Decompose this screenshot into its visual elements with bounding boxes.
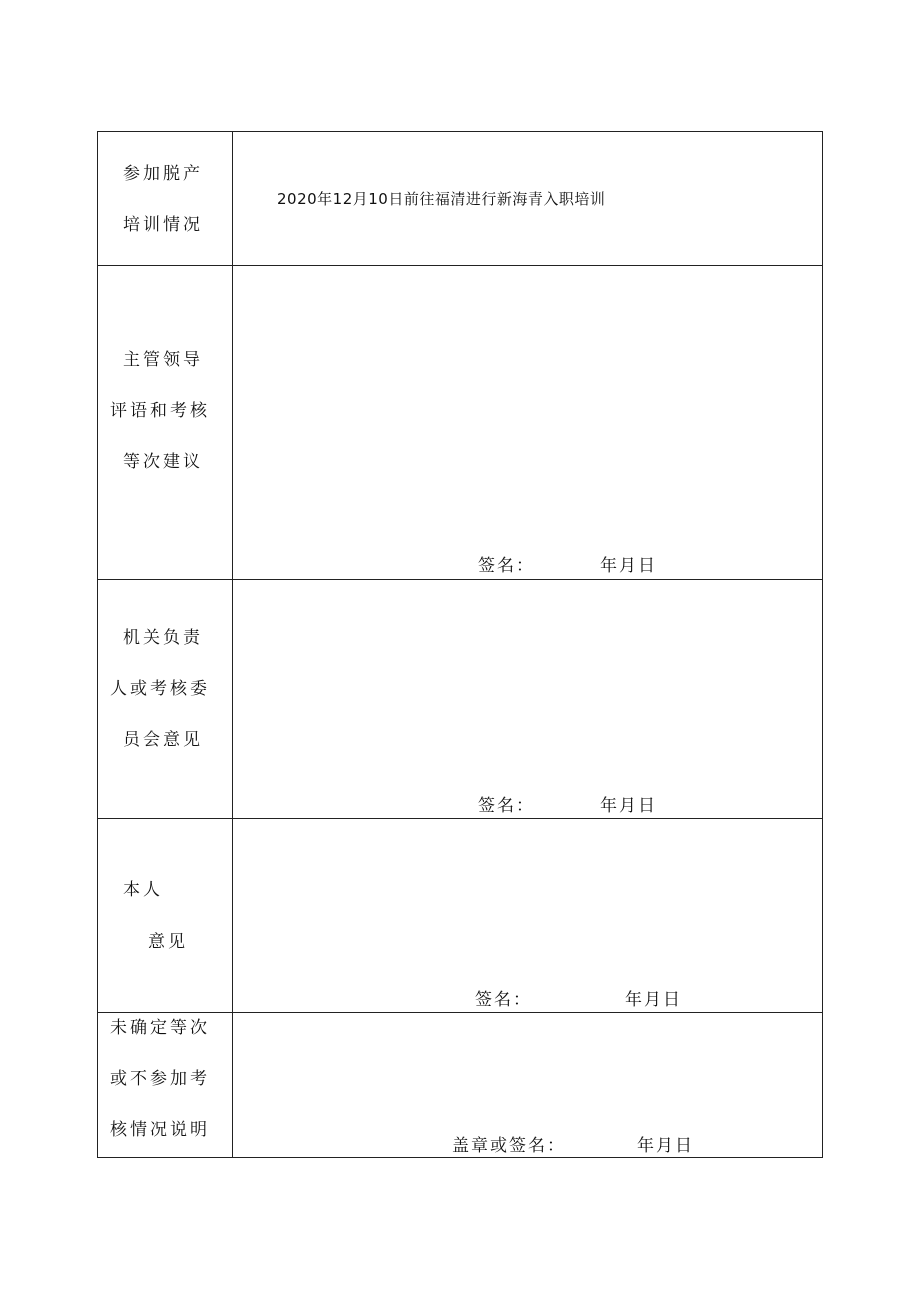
label-line: 主管领导: [123, 350, 203, 370]
appraisal-form-table: [97, 131, 823, 1158]
label-cell-undetermined: [98, 1013, 233, 1157]
label-line: 核情况说明: [110, 1120, 210, 1140]
label-cell-training: [98, 132, 233, 265]
label-line: 意见: [148, 932, 188, 952]
date-label: 年月日: [600, 556, 657, 576]
signature-label: 签名：: [475, 990, 532, 1010]
row-undetermined-explanation: [98, 1012, 822, 1157]
date-label: 年月日: [637, 1136, 694, 1156]
label-line: 参加脱产: [123, 164, 203, 184]
label-cell-supervisor: [98, 266, 233, 579]
date-label: 年月日: [600, 796, 657, 816]
label-cell-committee: [98, 580, 233, 818]
signature-label: 签名：: [478, 796, 535, 816]
row-training: [98, 132, 822, 265]
content-cell-self[interactable]: [233, 819, 822, 1012]
content-cell-committee[interactable]: [233, 580, 822, 818]
label-line: 机关负责: [123, 628, 203, 648]
row-committee-opinion: [98, 579, 822, 818]
row-supervisor-comments: [98, 265, 822, 579]
signature-label: 签名：: [478, 556, 535, 576]
content-cell-undetermined[interactable]: [233, 1013, 822, 1157]
label-line: 等次建议: [123, 452, 203, 472]
label-line: 未确定等次: [110, 1018, 210, 1038]
date-label: 年月日: [625, 990, 682, 1010]
label-line: 评语和考核: [110, 401, 210, 421]
seal-signature-label: 盖章或签名：: [452, 1136, 566, 1156]
label-line: 本人: [123, 880, 163, 900]
label-cell-self: [98, 819, 233, 1012]
content-cell-training[interactable]: [233, 132, 822, 265]
training-text: 2020年12月10日前往福清进行新海青入职培训: [277, 190, 606, 208]
label-line: 或不参加考: [110, 1069, 210, 1089]
label-line: 人或考核委: [110, 679, 210, 699]
label-line: 员会意见: [123, 730, 203, 750]
label-line: 培训情况: [123, 215, 203, 235]
row-self-opinion: [98, 818, 822, 1012]
content-cell-supervisor[interactable]: [233, 266, 822, 579]
